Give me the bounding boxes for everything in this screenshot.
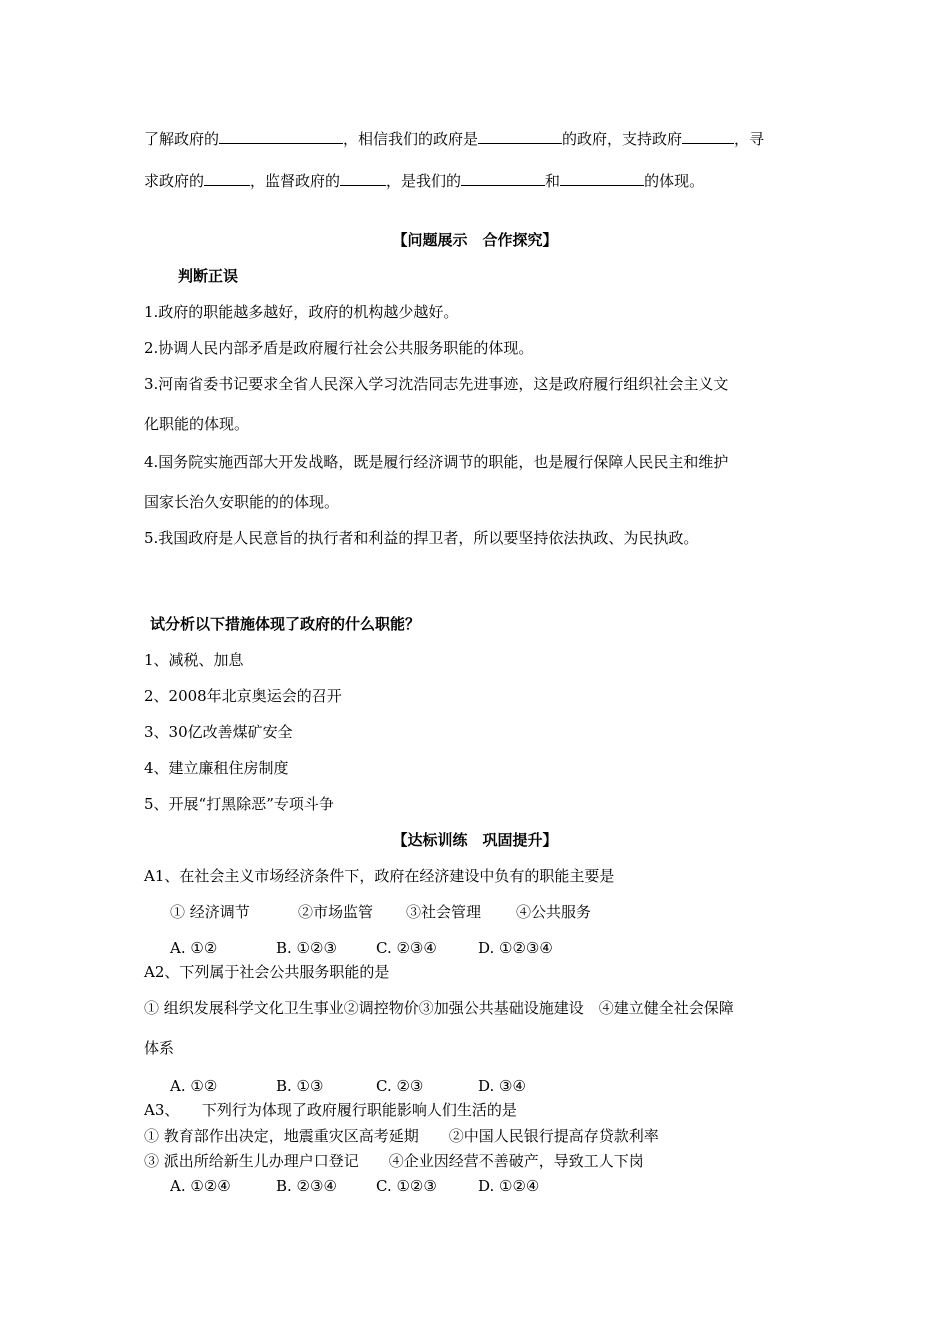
analysis-item: 3、30亿改善煤矿安全 — [144, 723, 293, 741]
judge-item: 5.我国政府是人民意旨的执行者和利益的捍卫者，所以要坚持依法执政、为民执政。 — [144, 529, 699, 547]
blank-field[interactable] — [478, 128, 562, 144]
fill-line-2 — [144, 170, 704, 191]
fill-line-1 — [144, 128, 764, 149]
question-options: ③ 派出所给新生儿办理户口登记 ④企业因经营不善破产，导致工人下岗 — [144, 1152, 644, 1170]
fill-text: 求政府的 — [144, 172, 205, 190]
choice-c[interactable]: C. ②③ — [376, 1077, 424, 1095]
question-options: ① 教育部作出决定，地震重灾区高考延期 ②中国人民银行提高存贷款利率 — [144, 1127, 659, 1145]
fill-text: ，监督政府的 — [250, 172, 341, 190]
fill-text: 的政府，支持政府 — [562, 130, 683, 148]
option: ④公共服务 — [516, 903, 592, 921]
fill-text: 的体现。 — [644, 172, 705, 190]
blank-field[interactable] — [204, 170, 250, 186]
choice-a[interactable]: A. ①② — [170, 939, 218, 957]
judge-item: 3.河南省委书记要求全省人民深入学习沈浩同志先进事迹，这是政府履行组织社会主义文 — [144, 375, 729, 393]
section-title: 【问题展示 合作探究】 — [392, 231, 558, 249]
answer-choices — [170, 1076, 526, 1096]
question-stem: A1、在社会主义市场经济条件下，政府在经济建设中负有的职能主要是 — [144, 867, 615, 885]
blank-field[interactable] — [682, 128, 734, 144]
answer-choices — [170, 1176, 539, 1196]
choice-d[interactable]: D. ①②③④ — [478, 939, 553, 957]
judge-item: 2.协调人民内部矛盾是政府履行社会公共服务职能的体现。 — [144, 339, 534, 357]
choice-d[interactable]: D. ③④ — [478, 1077, 526, 1095]
fill-text: ，相信我们的政府是 — [343, 130, 479, 148]
option: ②市场监管 — [298, 903, 374, 921]
answer-choices — [170, 938, 553, 958]
section-title: 【达标训练 巩固提升】 — [392, 831, 558, 849]
analysis-item: 1、减税、加息 — [144, 651, 244, 669]
blank-field[interactable] — [219, 128, 343, 144]
question-options: 体系 — [144, 1039, 175, 1057]
choice-a[interactable]: A. ①②④ — [170, 1177, 231, 1195]
judge-item: 化职能的体现。 — [144, 415, 250, 433]
analysis-item: 5、开展“打黑除恶”专项斗争 — [144, 795, 334, 813]
option: ③社会管理 — [406, 903, 482, 921]
fill-text: ，寻 — [734, 130, 765, 148]
analysis-item: 2、2008年北京奥运会的召开 — [144, 687, 342, 705]
judge-item: 1.政府的职能越多越好，政府的机构越少越好。 — [144, 303, 459, 321]
analysis-title: 试分析以下措施体现了政府的什么职能？ — [150, 615, 421, 633]
section-subtitle: 判断正误 — [178, 267, 239, 285]
choice-d[interactable]: D. ①②④ — [478, 1177, 540, 1195]
judge-item: 国家长治久安职能的的体现。 — [144, 493, 340, 511]
analysis-item: 4、建立廉租住房制度 — [144, 759, 289, 777]
option: ① 经济调节 — [170, 903, 250, 921]
question-stem: A2、下列属于社会公共服务职能的是 — [144, 963, 390, 981]
choice-b[interactable]: B. ①②③ — [276, 939, 337, 957]
judge-item: 4.国务院实施西部大开发战略，既是履行经济调节的职能，也是履行保障人民民主和维护 — [144, 453, 729, 471]
question-options — [170, 902, 591, 922]
choice-c[interactable]: C. ①②③ — [376, 1177, 437, 1195]
blank-field[interactable] — [560, 170, 644, 186]
fill-text: 了解政府的 — [144, 130, 220, 148]
choice-c[interactable]: C. ②③④ — [376, 939, 437, 957]
question-options: ① 组织发展科学文化卫生事业②调控物价③加强公共基础设施建设 ④建立健全社会保障 — [144, 999, 734, 1017]
choice-a[interactable]: A. ①② — [170, 1077, 218, 1095]
choice-b[interactable]: B. ①③ — [276, 1077, 324, 1095]
choice-b[interactable]: B. ②③④ — [276, 1177, 337, 1195]
question-stem: A3、 下列行为体现了政府履行职能影响人们生活的是 — [144, 1101, 517, 1119]
blank-field[interactable] — [461, 170, 545, 186]
blank-field[interactable] — [340, 170, 386, 186]
fill-text: ，是我们的 — [386, 172, 462, 190]
fill-text: 和 — [545, 172, 561, 190]
